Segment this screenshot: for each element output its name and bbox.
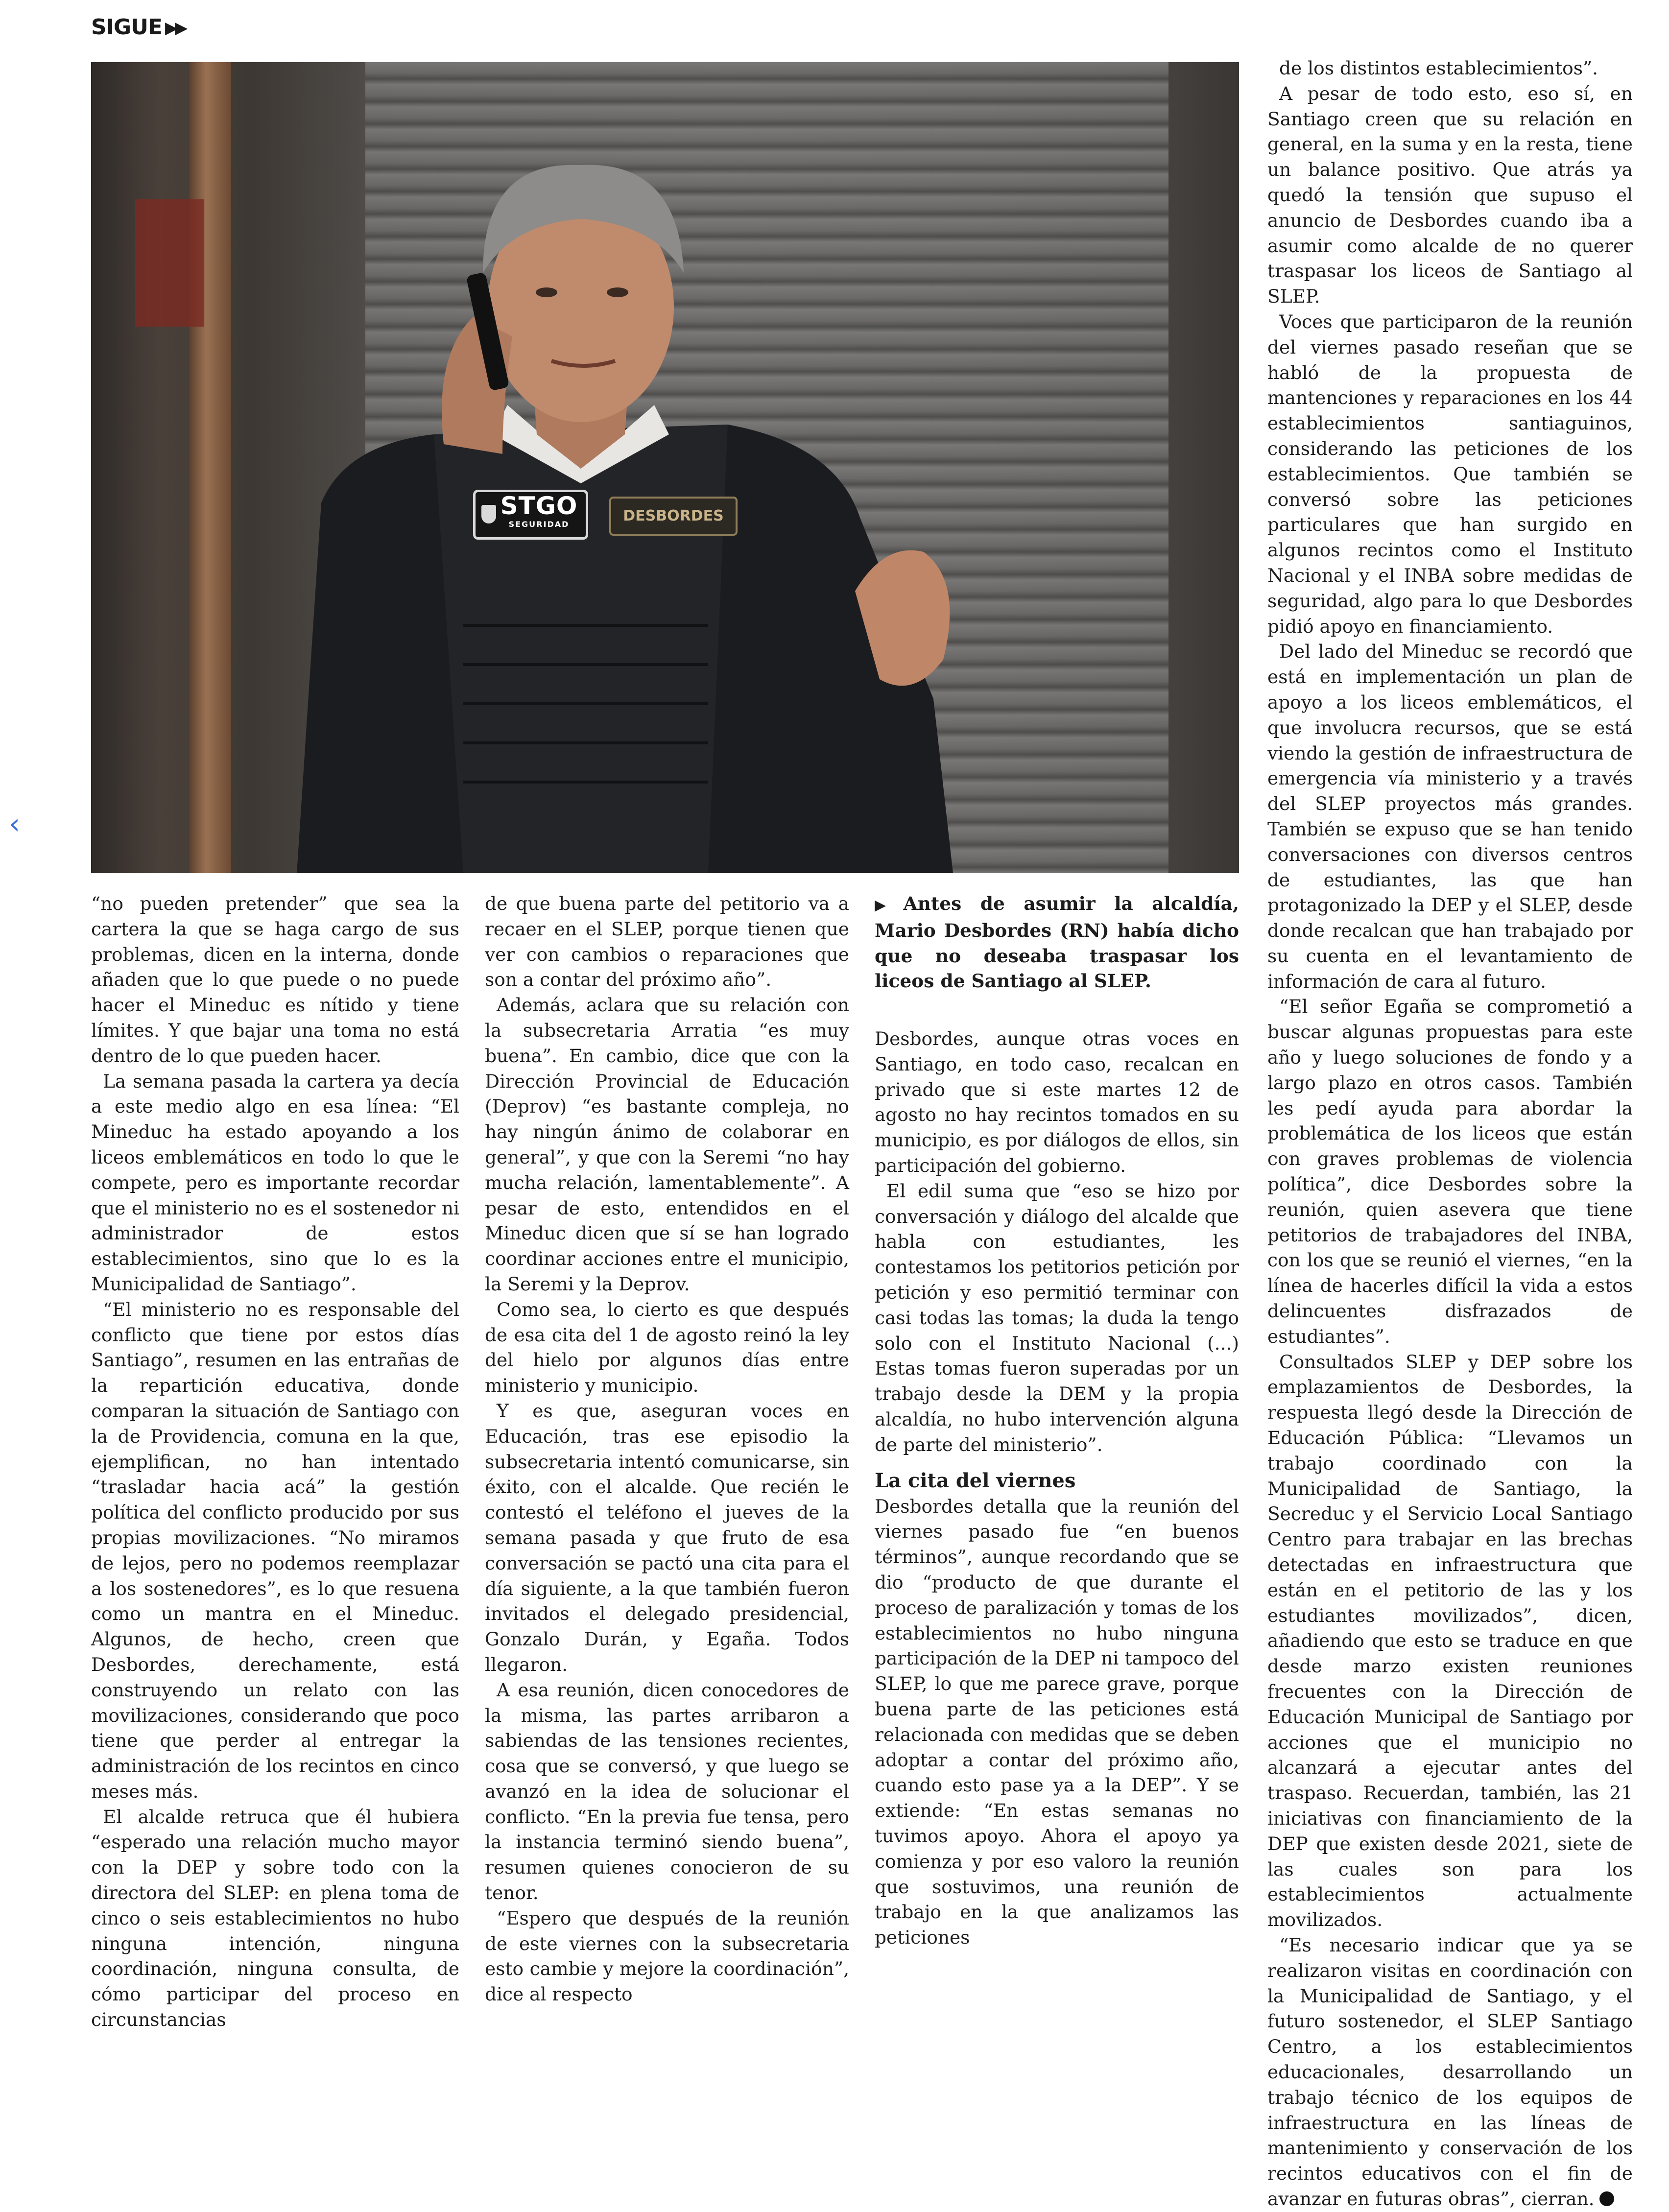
patch-seguridad-text: SEGURIDAD [508, 520, 570, 529]
double-arrow-icon: ▶▶ [165, 18, 185, 38]
paragraph: Desbordes, aunque otras voces en Santiago, en todo caso, recalcan en privado que si este martes 12 de agosto no hay recintos tomados en su municipio, es por diálogos de ellos, sin participación del gobierno. [875, 1028, 1239, 1176]
caption-arrow-icon: ▶ [875, 897, 899, 914]
name-patch: DESBORDES [609, 497, 738, 536]
caption-text: Antes de asumir la alcaldía, Mario Desbordes (RN) había dicho que no deseaba traspasar los liceos de Santiago al SLEP. [875, 893, 1240, 992]
paragraph: Y es que, aseguran voces en Educación, tras ese episodio la subsecretaria intentó comunicarse, sin éxito, con el alcalde. Que recién le contestó el teléfono el jueves de la semana pasada y que fruto de esa conversación se pactó una cita para el día siguiente, a la que también fueron invitados el delegado presidencial, Gonzalo Durán, y Egaña. Todos llegaron. [485, 1400, 849, 1675]
paragraph: El edil suma que “eso se hizo por conversación y diálogo del alcalde que habla con estudiantes, les contestamos los petitorios petición por petición y eso permitió terminar con casi todas las tomas; la duda la tengo solo con el Instituto Nacional (...) Estas tomas fueron superadas por un trabajo desde la DEM y la propia alcaldía, no hubo intervención alguna de parte del ministerio”. [875, 1180, 1239, 1455]
shield-icon [481, 505, 496, 523]
sigue-text: SIGUE [91, 15, 162, 40]
paragraph-final [1267, 1933, 1633, 2212]
article-column-1 [91, 891, 459, 2033]
paragraph: “Espero que después de la reunión de este viernes con la subsecretaria esto cambie y mejore la coordinación”, dice al respecto [485, 1907, 849, 2005]
paragraph: “El señor Egaña se comprometió a buscar algunas propuestas para este año y luego soluciones de fondo y a largo plazo en otros casos. También les pedí ayuda para abordar la problemática de los liceos que están con graves problemas de violencia política”, dice Desbordes sobre la reunión, quien asevera que tiene petitorios de trabajadores del INBA, con los que se reunió el viernes, “en la línea de hacerles difícil la vida a estos delincuentes disfrazados de estudiantes”. [1267, 996, 1633, 1347]
paragraph: La semana pasada la cartera ya decía a este medio algo en esa línea: “El Mineduc ha estado apoyando a los liceos emblemáticos en todo lo que le compete, pero es importante recordar que el ministerio no es el sostenedor ni administrador de estos establecimientos, sino que lo es la Municipalidad de Santiago”. [91, 1070, 459, 1295]
patch-stgo-text: STGO [500, 492, 578, 520]
article-column-3 [875, 1026, 1239, 1950]
paragraph: Voces que participaron de la reunión del viernes pasado reseñan que se habló de la propuesta de mantenciones y reparaciones en los 44 establecimientos santiaguinos, considerando las peticiones de los establecimientos. Que también se conversó sobre las peticiones particulares que han surgido en algunos recintos como el Instituto Nacional y el INBA sobre medidas de seguridad, algo para lo que Desbordes pidió apoyo en financiamiento. [1267, 310, 1633, 637]
paragraph: El alcalde retruca que él hubiera “esperado una relación mucho mayor con la DEP y sobre todo con la directora del SLEP: en plena toma de cinco o seis establecimientos no hubo ninguna intención, ninguna coordinación, ninguna consulta, de cómo participar del proceso en circunstancias [91, 1806, 459, 2031]
paragraph: Consultados SLEP y DEP sobre los emplazamientos de Desbordes, la respuesta llegó desde la Dirección de Educación Pública: “Llevamos un trabajo coordinado con la Municipalidad de Santiago, la Secreduc y el Servicio Local Santiago Centro para trabajar en las brechas detectadas en infraestructura que están en el petitorio de las y los estudiantes movilizados”, dicen, añadiendo que esto se traduce en que desde marzo existen reuniones frecuentes con la Dirección de Educación Municipal de Santiago por acciones que el municipio no alcanzará a ejecutar antes del traspaso. Recuerdan, también, las 21 iniciativas con financiamiento de la DEP que existen desde 2021, siete de las cuales son para los establecimientos actualmente movilizados. [1267, 1351, 1633, 1931]
sigue-label [91, 15, 185, 40]
paragraph: Como sea, lo cierto es que después de esa cita del 1 de agosto reinó la ley del hielo por algunos días entre ministerio y municipio. [485, 1298, 849, 1397]
eye [536, 287, 557, 297]
article-column-2 [485, 891, 849, 2007]
paragraph: “El ministerio no es responsable del conflicto que tiene por estos días Santiago”, resumen en las entrañas de la repartición educativa, donde comparan la situación de Santiago con la de Providencia, comuna en la que, ejemplifican, no han intentado “trasladar hacia acá” la gestión política del conflicto producido por sus propias movilizaciones. “No miramos de lejos, pero no podemos reemplazar a los sostenedores”, es lo que resuena como un mantra en el Mineduc. Algunos, de hecho, creen que Desbordes, derechamente, está construyendo un relato con las movilizaciones, considerando que poco tiene que perder al entregar la administración de los recintos en cinco meses más. [91, 1298, 459, 1802]
eye [607, 287, 628, 297]
section-subheading: La cita del viernes [875, 1469, 1076, 1492]
person-illustration [91, 62, 1239, 873]
paragraph: Además, aclara que su relación con la subsecretaria Arratia “es muy buena”. En cambio, dice que con la Dirección Provincial de Educación (Deprov) “es bastante compleja, no hay ningún ánimo de colaborar en general”, y que con la Seremi “no hay mucha relación, lamentablemente”. A pesar de esto, entendidos en el Mineduc dicen que sí se han logrado coordinar acciones entre el municipio, la Seremi y la Deprov. [485, 994, 849, 1295]
paragraph: A pesar de todo esto, eso sí, en Santiago creen que su relación en general, en la suma y en la resta, tiene un balance positivo. Que atrás ya quedó la tensión que supuso el anuncio de Desbordes cuando iba a asumir como alcalde de no querer traspasar los liceos de Santiago al SLEP. [1267, 82, 1633, 308]
stgo-seguridad-patch [473, 490, 588, 540]
paragraph: de que buena parte del petitorio va a recaer en el SLEP, porque tienen que ver con cambios o reparaciones que son a contar del próximo año”. [485, 893, 849, 991]
paragraph-text: “Es necesario indicar que ya se realizaron visitas en coordinación con la Municipalidad de Santiago, y el futuro sostenedor, el SLEP Santiago Centro, a los establecimientos educacionales, desarrollando un trabajo técnico de los equipos de infraestructura en las líneas de mantenimiento y conservación de los recintos educativos con el fin de avanzar en futuras obras”, cierran. [1267, 1934, 1633, 2210]
paragraph: de los distintos establecimientos”. [1279, 57, 1598, 79]
article-photo [91, 62, 1239, 873]
paragraph: “no pueden pretender” que sea la cartera la que se haga cargo de sus problemas, dicen en la interna, donde añaden que lo que puede o no puede hacer el Mineduc es nítido y tiene límites. Y que bajar una toma no está dentro de lo que pueden hacer. [91, 893, 459, 1067]
paragraph: Del lado del Mineduc se recordó que está en implementación un plan de apoyo a los liceos emblemáticos, el que involucra recursos, que se está viendo la gestión de infraestructura de emergencia vía ministerio y a través del SLEP proyectos más grandes. También se expuso que se han tenido conversaciones con diversos centros de estudiantes, las que han protagonizado la DEP y el SLEP, desde donde recalcan que han trabajado por su cuenta en el levantamiento de información de cara al futuro. [1267, 641, 1633, 992]
photo-caption [875, 891, 1239, 994]
previous-page-chevron-icon[interactable]: ‹ [9, 807, 21, 840]
paragraph: A esa reunión, dicen conocedores de la misma, las partes arribaron a sabiendas de las tensiones recientes, cosa que se conversó, y que luego se avanzó en la idea de solucionar el conflicto. “En la previa fue tensa, pero la instancia terminó siendo buena”, resumen quienes conocieron de su tenor. [485, 1679, 849, 1904]
end-of-article-dot-icon [1599, 2191, 1614, 2206]
paragraph: Desbordes detalla que la reunión del viernes pasado fue “en buenos términos”, aunque recordando que se dio “producto de que durante el proceso de paralización y tomas de los establecimientos no hubo ninguna participación de la DEP ni tampoco del SLEP, lo que me parece grave, porque buena parte de las peticiones está relacionada con medidas que se deben adoptar a contar del próximo año, cuando esto pase ya a la DEP”. Y se extiende: “En estas semanas no tuvimos apoyo. Ahora el apoyo ya comienza y por eso valoro la reunión que sostuvimos, una reunión de trabajo en la que analizamos las peticiones [875, 1495, 1239, 1949]
article-column-4 [1267, 56, 1633, 2212]
